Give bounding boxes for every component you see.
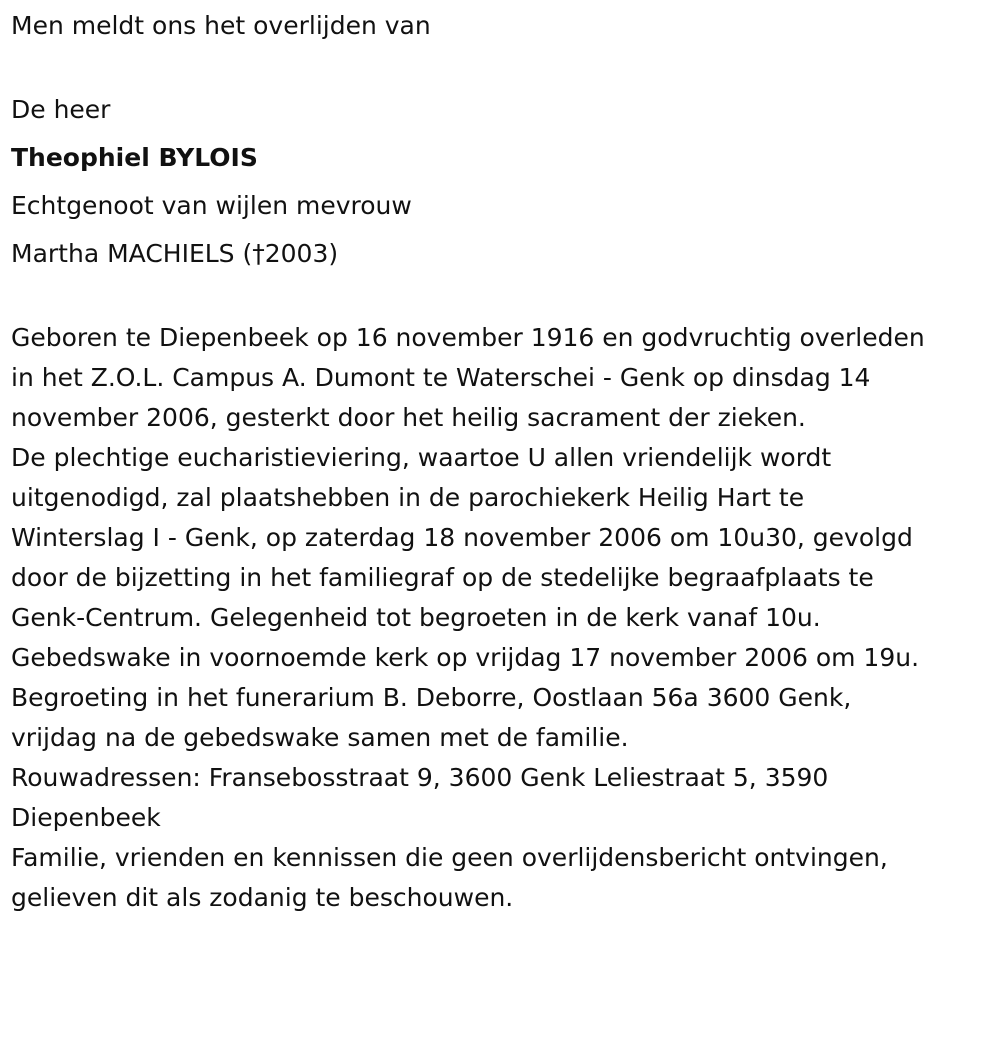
deceased-block	[11, 86, 986, 278]
ceremony-paragraph	[11, 438, 986, 758]
paragraph-line: uitgenodigd, zal plaatshebben in de parochiekerk Heilig Hart te	[11, 483, 805, 512]
paragraph-line: gelieven dit als zodanig te beschouwen.	[11, 883, 514, 912]
salutation: De heer	[11, 95, 111, 124]
paragraph-line: Geboren te Diepenbeek op 16 november 1916 en godvruchtig overleden	[11, 323, 925, 352]
intro-line: Men meldt ons het overlijden van	[11, 11, 431, 40]
spouse-line: Echtgenoot van wijlen mevrouw	[11, 191, 412, 220]
paragraph-line: door de bijzetting in het familiegraf op de stedelijke begraafplaats te	[11, 563, 874, 592]
paragraph-line: Begroeting in het funerarium B. Deborre, Oostlaan 56a 3600 Genk,	[11, 683, 852, 712]
paragraph-line: Diepenbeek	[11, 803, 161, 832]
paragraph-line: Rouwadressen: Fransebosstraat 9, 3600 Genk Leliestraat 5, 3590	[11, 763, 829, 792]
spouse-name: Martha MACHIELS (†2003)	[11, 239, 339, 268]
paragraph-line: Familie, vrienden en kennissen die geen overlijdensbericht ontvingen,	[11, 843, 888, 872]
paragraph-line: in het Z.O.L. Campus A. Dumont te Waterschei - Genk op dinsdag 14	[11, 363, 871, 392]
deceased-name: Theophiel BYLOIS	[11, 143, 258, 172]
addresses-paragraph	[11, 758, 986, 838]
paragraph-line: Winterslag I - Genk, op zaterdag 18 november 2006 om 10u30, gevolgd	[11, 523, 913, 552]
paragraph-line: De plechtige eucharistieviering, waartoe U allen vriendelijk wordt	[11, 443, 832, 472]
paragraph-line: Genk-Centrum. Gelegenheid tot begroeten in de kerk vanaf 10u.	[11, 603, 821, 632]
death-notice	[11, 6, 986, 918]
paragraph-line: november 2006, gesterkt door het heilig sacrament der zieken.	[11, 403, 806, 432]
paragraph-line: vrijdag na de gebedswake samen met de familie.	[11, 723, 629, 752]
paragraph-line: Gebedswake in voornoemde kerk op vrijdag 17 november 2006 om 19u.	[11, 643, 920, 672]
closing-paragraph	[11, 838, 986, 918]
birth-death-paragraph	[11, 318, 986, 438]
